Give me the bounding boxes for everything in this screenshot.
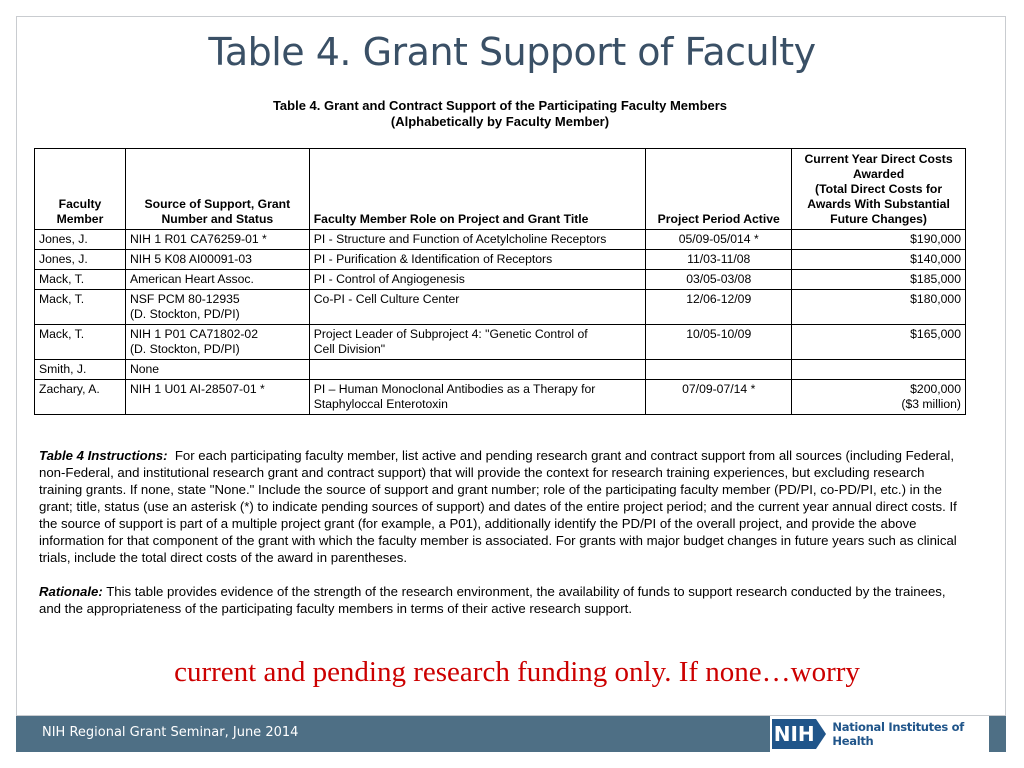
cell-source: [125, 250, 309, 270]
table-row: [35, 250, 966, 270]
cell-source: [125, 230, 309, 250]
cell-cost-line: $180,000: [910, 292, 961, 306]
cell-cost: [792, 270, 966, 290]
cell-role-line: Staphyloccal Enterotoxin: [313, 397, 448, 411]
cell-source-line: American Heart Assoc.: [129, 272, 254, 286]
cell-faculty-line: Jones, J.: [39, 252, 88, 266]
table-row: [35, 360, 966, 380]
table-row: [35, 290, 966, 325]
cell-faculty-line: Smith, J.: [39, 362, 87, 376]
cell-cost-line: $200,000: [910, 382, 961, 396]
cell-cost: [792, 380, 966, 415]
cell-role: [309, 270, 646, 290]
cell-source-line: (D. Stockton, PD/PI): [129, 342, 240, 356]
cell-period-line: 11/03-11/08: [687, 252, 751, 266]
cell-role-line: Project Leader of Subproject 4: "Genetic Control of: [313, 327, 588, 341]
instructions-block: [39, 447, 969, 617]
cell-role-line: Co-PI - Cell Culture Center: [313, 292, 460, 306]
header-period: Project Period Active: [646, 149, 792, 230]
rationale-lead: Rationale:: [39, 584, 103, 599]
instructions-paragraph: [39, 447, 969, 566]
cell-faculty: [35, 250, 126, 270]
cell-faculty-line: Mack, T.: [39, 292, 85, 306]
cell-cost: [792, 325, 966, 360]
table-caption: [0, 98, 1000, 130]
cell-faculty-line: Zachary, A.: [39, 382, 100, 396]
cell-role: [309, 360, 646, 380]
cell-period-line: 07/09-07/14 *: [682, 382, 756, 396]
cell-cost-line: ($3 million): [901, 397, 961, 411]
table-row: [35, 325, 966, 360]
cell-source-line: NIH 5 K08 AI00091-03: [129, 252, 252, 266]
grant-table: [34, 148, 966, 415]
cell-source-line: NIH 1 R01 CA76259-01 *: [129, 232, 267, 246]
cell-period-line: 03/05-03/08: [686, 272, 752, 286]
table-header-row: [35, 149, 966, 230]
cell-period: [646, 380, 792, 415]
cell-faculty-line: Mack, T.: [39, 272, 85, 286]
cell-cost-line: $185,000: [910, 272, 961, 286]
cell-cost: [792, 250, 966, 270]
cell-faculty: [35, 290, 126, 325]
header-role: Faculty Member Role on Project and Grant Title: [309, 149, 646, 230]
cell-period: [646, 325, 792, 360]
nih-logo: [770, 716, 989, 752]
highlight-note: current and pending research funding only. If none…worry: [174, 656, 860, 688]
cell-period: [646, 290, 792, 325]
cell-source: [125, 290, 309, 325]
cell-period-line: 10/05-10/09: [686, 327, 752, 341]
instructions-lead: Table 4 Instructions:: [39, 448, 168, 463]
cell-cost-line: $165,000: [910, 327, 961, 341]
cell-period: [646, 250, 792, 270]
cell-faculty-line: Jones, J.: [39, 232, 88, 246]
cell-role-line: PI – Human Monoclonal Antibodies as a Therapy for: [313, 382, 596, 396]
cell-period: [646, 360, 792, 380]
header-cost: [792, 149, 966, 230]
rationale-body: This table provides evidence of the strength of the research environment, the availability of funds to support research conducted by the trainees, and the appropriateness of the participating faculty members in terms of their active research support.: [39, 584, 946, 616]
table-row: [35, 270, 966, 290]
header-faculty: Faculty Member: [35, 149, 126, 230]
cell-role-line: Cell Division": [313, 342, 386, 356]
cell-faculty-line: Mack, T.: [39, 327, 85, 341]
cell-role-line: PI - Control of Angiogenesis: [313, 272, 465, 286]
caption-line-1: Table 4. Grant and Contract Support of the Participating Faculty Members: [272, 98, 728, 113]
cell-cost-line: $190,000: [910, 232, 961, 246]
cell-cost: [792, 230, 966, 250]
footer-text: NIH Regional Grant Seminar, June 2014: [42, 725, 299, 740]
table-row: [35, 380, 966, 415]
cell-source: [125, 270, 309, 290]
cell-period-line: 12/06-12/09: [686, 292, 752, 306]
cell-faculty: [35, 270, 126, 290]
cell-faculty: [35, 230, 126, 250]
cell-source: [125, 360, 309, 380]
cell-cost: [792, 360, 966, 380]
cell-faculty: [35, 380, 126, 415]
caption-line-2: (Alphabetically by Faculty Member): [390, 114, 610, 129]
cell-cost-line: $140,000: [910, 252, 961, 266]
nih-logo-name: National Institutes of Health: [832, 720, 964, 748]
cell-period-line: 05/09-05/014 *: [678, 232, 759, 246]
table-row: [35, 230, 966, 250]
cell-period: [646, 230, 792, 250]
cell-source: [125, 380, 309, 415]
cell-role: [309, 325, 646, 360]
cell-role-line: PI - Purification & Identification of Receptors: [313, 252, 553, 266]
rationale-paragraph: [39, 583, 969, 617]
cell-source-line: None: [129, 362, 160, 376]
cell-source-line: NIH 1 U01 AI-28507-01 *: [129, 382, 265, 396]
header-source: Source of Support, Grant Number and Status: [125, 149, 309, 230]
instructions-body: For each participating faculty member, list active and pending research grant and contract support from all sources (including Federal, non-Federal, and institutional research grant and contract support) that will provide the context for research training experiences, but excluding research training grants. If none, state "None." Include the source of support and grant number; role of the participating faculty member (PD/PI, co-PD/PI, etc.) in the grant; title, status (use an asterisk (*) to indicate pending sources of support) and dates of the entire project period; and the current year annual direct costs. If the source of support is part of a multiple project grant (for example, a P01), additionally identify the PD/PI of the overall project, and provide the above information for that component of the grant with which the faculty member is associated. For grants with major budget changes in future years such as clinical trials, include the total direct costs of the award in parentheses.: [39, 448, 957, 565]
nih-logo-mark: NIH: [772, 719, 816, 749]
header-cost-line-1: Current Year Direct Costs Awarded: [804, 152, 953, 181]
cell-role: [309, 230, 646, 250]
cell-source-line: NSF PCM 80-12935: [129, 292, 240, 306]
cell-source-line: NIH 1 P01 CA71802-02: [129, 327, 258, 341]
cell-role: [309, 290, 646, 325]
cell-faculty: [35, 325, 126, 360]
cell-role: [309, 250, 646, 270]
cell-faculty: [35, 360, 126, 380]
slide-title: Table 4. Grant Support of Faculty: [208, 30, 816, 74]
cell-role: [309, 380, 646, 415]
cell-source-line: (D. Stockton, PD/PI): [129, 307, 240, 321]
cell-source: [125, 325, 309, 360]
cell-period: [646, 270, 792, 290]
cell-cost: [792, 290, 966, 325]
header-cost-line-2: (Total Direct Costs for Awards With Substantial Future Changes): [807, 182, 950, 226]
cell-role-line: PI - Structure and Function of Acetylcholine Receptors: [313, 232, 607, 246]
